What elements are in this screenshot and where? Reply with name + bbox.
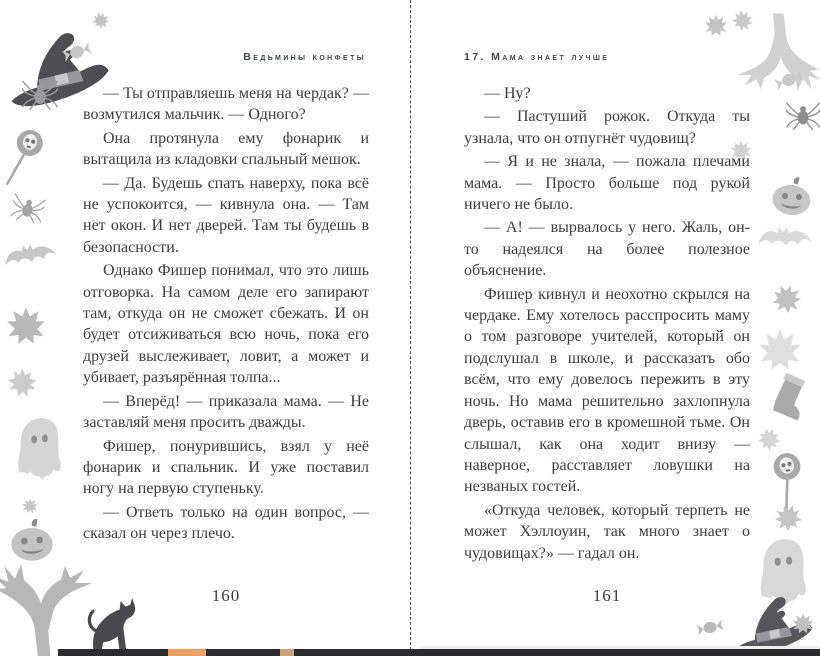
left-page-text	[83, 83, 369, 547]
running-header-left: Ведьмины конфеты	[243, 51, 366, 63]
maple-leaf-icon	[6, 306, 46, 344]
paragraph: Фишер, понурившись, взял у неё фонарик и спальник. И уже поставил ногу на первую ступеньку.	[83, 437, 369, 498]
right-page-text	[464, 83, 750, 566]
page-fold-dashed-line	[410, 0, 411, 650]
ghost-icon	[12, 414, 70, 484]
paragraph: Она протянула ему фонарик и вытащила из кладовки спальный мешок.	[83, 129, 369, 169]
paragraph: — Ответь только на один вопрос, — сказал он через плечо.	[83, 503, 369, 543]
paragraph: Однако Фишер понимал, что это лишь отговорка. На самом деле его запирают там, откуда он не сможет сбежать. И он будет отсиживаться всю ночь, пока его друзей выслеживает, ловит, а может и убивает, разъярённая толпа...	[83, 262, 369, 387]
maple-leaf-icon	[3, 362, 44, 403]
page-number-right: 161	[592, 586, 622, 605]
witch-boot-icon	[765, 370, 815, 429]
spider-icon	[786, 100, 820, 130]
paragraph: — А! — вырвалось у него. Жаль, он-то надеялся на более полезное объяснение.	[464, 219, 750, 280]
spider-icon	[22, 78, 58, 110]
book-edge-accent	[168, 649, 206, 656]
maple-leaf-icon	[792, 612, 814, 634]
book-edge-accent	[280, 649, 294, 656]
paragraph: — Да. Будешь спать наверху, пока всё не успокоится, — кивнула она. — Там нет окон. И нет дверей. Там ты будешь в безопасности.	[83, 174, 369, 256]
page-number-left: 160	[211, 586, 241, 605]
running-header-right: 17. Мама знает лучше	[464, 51, 610, 63]
paragraph: — Я и не знала, — пожала плечами мама. — Просто больше под рукой ничего не было.	[464, 153, 750, 214]
maple-leaf-icon	[758, 328, 802, 370]
spider-icon	[9, 191, 46, 225]
maple-leaf-icon	[769, 281, 805, 316]
bare-tree-icon	[0, 562, 98, 656]
bat-icon	[2, 236, 58, 275]
paragraph: «Откуда человек, который терпеть не может Хэллоуин, так много знает о чудовищах?» — гадал он.	[464, 501, 750, 562]
paragraph: — Ты отправляешь меня на чердак? — возмутился мальчик. — Одного?	[83, 85, 369, 124]
maple-leaf-icon	[704, 14, 728, 36]
maple-leaf-icon	[22, 498, 38, 513]
bat-icon	[758, 222, 812, 254]
paragraph: — Ну?	[484, 85, 531, 102]
paragraph: Фишер кивнул и неохотно скрылся на чердаке. Ему хотелось расспросить маму о том разговоре учителей, который он подслушал в школе, и рассказать обо всём, что ему довелось пережить в эту ночь. Но мама решительно захлопнула дверь, оставив его в кромешной тьме. Он слышал, как она ходит внизу — наверное, расставляет ловушки на незваных гостей.	[464, 285, 750, 496]
candy-icon	[695, 617, 726, 637]
paragraph: — Вперёд! — приказала мама. — Не заставляй меня просить дважды.	[83, 392, 369, 432]
pumpkin-icon	[8, 518, 56, 562]
pumpkin-icon	[767, 173, 816, 219]
skull-lollipop-icon	[0, 123, 49, 194]
paragraph: — Пастуший рожок. Откуда ты узнала, что он отпугнёт чудовищ?	[464, 108, 750, 147]
